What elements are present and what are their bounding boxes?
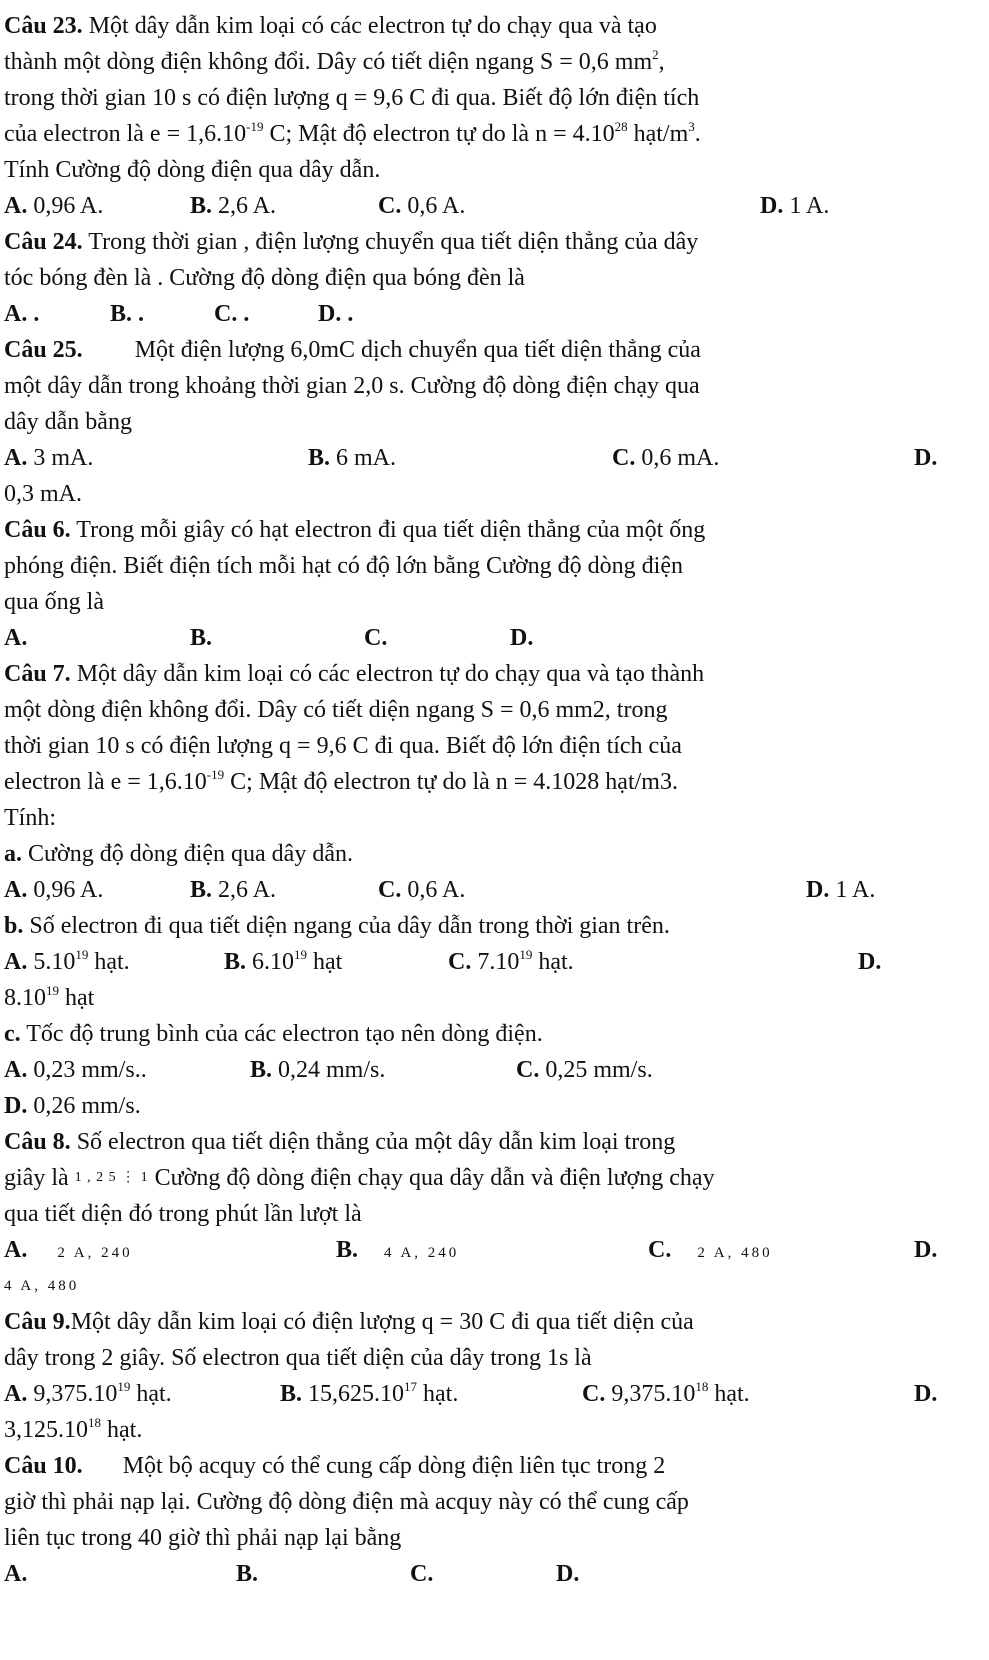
q25-line-3: dây dẫn bằng — [4, 409, 132, 435]
q7c-option-d: D. 0,26 mm/s. — [4, 1093, 141, 1119]
q8-option-a: A. 2 A, 240 — [4, 1237, 133, 1263]
q23-option-a: A. 0,96 A. — [4, 193, 104, 219]
q24-option-b: B. . — [110, 301, 145, 327]
q25-option-d: 0,3 mA. — [4, 481, 82, 507]
q7a-option-a: A. 0,96 A. — [4, 877, 104, 903]
q8-option-d-label: D. — [914, 1237, 938, 1263]
q7a-option-b: B. 2,6 A. — [190, 877, 277, 903]
q8-line-3: qua tiết diện đó trong phút lần lượt là — [4, 1201, 362, 1227]
q24-option-a: A. . — [4, 301, 40, 327]
q7b-option-a: A. 5.10$^{19}$ hạt. — [4, 947, 130, 975]
q7b-option-d-label: D. — [858, 949, 882, 975]
q7b-question: b. Số electron đi qua tiết diện ngang của dây dẫn trong thời gian trên. — [4, 913, 670, 939]
q8-option-c: C. 2 A, 480 — [648, 1237, 773, 1263]
q6-option-c: C. — [364, 625, 388, 651]
q6-option-b: B. — [190, 625, 213, 651]
q10-line-2: giờ thì phải nạp lại. Cường độ dòng điện mà acquy này có thể cung cấp — [4, 1489, 689, 1515]
q23-option-c: C. 0,6 A. — [378, 193, 466, 219]
q25-option-a: A. 3 mA. — [4, 445, 94, 471]
q23-line-1: Câu 23. Một dây dẫn kim loại có các electron tự do chạy qua và tạo — [4, 13, 657, 39]
q24-line-2: tóc bóng đèn là . Cường độ dòng điện qua bóng đèn là — [4, 265, 525, 291]
q8-option-b: B. 4 A, 240 — [336, 1237, 460, 1263]
q23-line-2: thành một dòng điện không đổi. Dây có tiết diện ngang S = 0,6 $mm^2$, — [4, 47, 665, 75]
q7-line-5: Tính: — [4, 805, 56, 831]
q6-label: Câu 6. — [4, 517, 71, 543]
q9-line-1: Câu 9.Một dây dẫn kim loại có điện lượng q = 30 C đi qua tiết diện của — [4, 1309, 694, 1335]
q23-line-4: của electron là $e = 1,6.10^{-19}$ C; Mật độ electron tự do là $n = 4.10^{28}$ hạt/$m^3$. — [4, 119, 701, 147]
q24-option-d: D. . — [318, 301, 354, 327]
q9-option-d: 3,125.10$^{18}$ hạt. — [4, 1415, 143, 1443]
q8-line-1: Câu 8. Số electron qua tiết diện thẳng của một dây dẫn kim loại trong — [4, 1129, 676, 1155]
q8-option-d: 4 A, 480 — [4, 1278, 80, 1294]
q23-option-d: D. 1 A. — [760, 193, 830, 219]
q25-option-d-label: D. — [914, 445, 938, 471]
q25-option-c: C. 0,6 mA. — [612, 445, 720, 471]
q6-line-3: qua ống là — [4, 589, 104, 615]
q10-option-c: C. — [410, 1561, 434, 1587]
q10-line-3: liên tục trong 40 giờ thì phải nạp lại bằng — [4, 1525, 402, 1551]
q6-line-2: phóng điện. Biết điện tích mỗi hạt có độ lớn bằng Cường độ dòng điện — [4, 553, 683, 579]
q6-option-a: A. — [4, 625, 28, 651]
q7b-option-c: C. 7.10$^{19}$ hạt. — [448, 947, 574, 975]
q9-option-d-label: D. — [914, 1381, 938, 1407]
q9-line-2: dây trong 2 giây. Số electron qua tiết diện của dây trong 1s là — [4, 1345, 592, 1371]
q7-label: Câu 7. — [4, 661, 71, 687]
q7a-option-c: C. 0,6 A. — [378, 877, 466, 903]
q10-label: Câu 10. — [4, 1453, 83, 1479]
q10-option-d: D. — [556, 1561, 580, 1587]
q10-option-b: B. — [236, 1561, 259, 1587]
q6-line-1: Câu 6. Trong mỗi giây có hạt electron đi qua tiết diện thẳng của một ống — [4, 517, 706, 543]
q9-option-a: A. 9,375.10$^{19}$ hạt. — [4, 1379, 172, 1407]
q25-option-b: B. 6 mA. — [308, 445, 397, 471]
q23-option-b: B. 2,6 A. — [190, 193, 277, 219]
q24-line-1: Câu 24. Trong thời gian , điện lượng chuyển qua tiết diện thẳng của dây — [4, 229, 699, 255]
q10-option-a: A. — [4, 1561, 28, 1587]
q25-line-2: một dây dẫn trong khoảng thời gian 2,0 s. Cường độ dòng điện chạy qua — [4, 373, 700, 399]
q7b-option-d: 8.10$^{19}$ hạt — [4, 983, 95, 1011]
q23-label: Câu 23. — [4, 13, 83, 39]
q7c-option-b: B. 0,24 mm/s. — [250, 1057, 386, 1083]
q7-line-4: electron là $e = 1,6.10^{-19}$ C; Mật độ electron tự do là n = 4.1028 hạt/m3. — [4, 767, 678, 795]
q9-label: Câu 9. — [4, 1309, 71, 1335]
q8-line-2: giây là 1 , 2 5 ⋮ 1 Cường độ dòng điện chạy qua dây dẫn và điện lượng chạy — [4, 1165, 715, 1191]
q7-line-1: Câu 7. Một dây dẫn kim loại có các electron tự do chạy qua và tạo thành — [4, 661, 705, 687]
q7-line-2: một dòng điện không đổi. Dây có tiết diện ngang S = 0,6 mm2, trong — [4, 697, 668, 723]
q23-line-3: trong thời gian 10 s có điện lượng q = 9,6 C đi qua. Biết độ lớn điện tích — [4, 85, 700, 111]
q25-label: Câu 25. — [4, 337, 83, 363]
q23-line-5: Tính Cường độ dòng điện qua dây dẫn. — [4, 157, 381, 183]
q9-option-c: C. 9,375.10$^{18}$ hạt. — [582, 1379, 750, 1407]
q7a-question: a. Cường độ dòng điện qua dây dẫn. — [4, 841, 353, 867]
q7c-option-a: A. 0,23 mm/s.. — [4, 1057, 147, 1083]
q10-line-1: Câu 10. Một bộ acquy có thể cung cấp dòng điện liên tục trong 2 — [4, 1453, 666, 1479]
q6-option-d: D. — [510, 625, 534, 651]
q9-option-b: B. 15,625.10$^{17}$ hạt. — [280, 1379, 459, 1407]
q7c-question: c. Tốc độ trung bình của các electron tạo nên dòng điện. — [4, 1021, 543, 1047]
q7c-option-c: C. 0,25 mm/s. — [516, 1057, 653, 1083]
q24-option-c: C. . — [214, 301, 250, 327]
q7b-option-b: B. 6.10$^{19}$ hạt — [224, 947, 343, 975]
q7a-option-d: D. 1 A. — [806, 877, 876, 903]
q24-label: Câu 24. — [4, 229, 83, 255]
q8-label: Câu 8. — [4, 1129, 71, 1155]
q7-line-3: thời gian 10 s có điện lượng q = 9,6 C đi qua. Biết độ lớn điện tích của — [4, 733, 682, 759]
q25-line-1: Câu 25. Một điện lượng 6,0mC dịch chuyển qua tiết diện thẳng của — [4, 337, 701, 363]
